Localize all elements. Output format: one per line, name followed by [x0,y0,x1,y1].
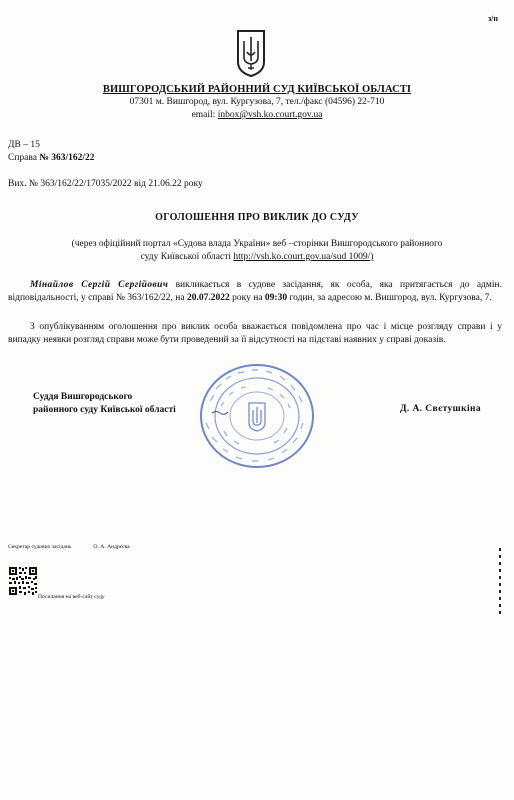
case-label: Справа [8,153,40,163]
portal-note-line2 [0,252,514,262]
case-number: № 363/162/22 [39,153,95,163]
scan-edge-mark [498,548,503,618]
qr-caption: Посилання на веб-сайт суду [38,594,105,600]
secretary-name: О. А. Андрєєва [93,544,130,550]
summons-text-a: викликається в судове засідання, як особа, яка притягається до адмін. відповідальності, у справі № 363/162/22, на [8,280,502,303]
secretary-label: Секретар судових засідань [8,544,72,550]
notice-title: ОГОЛОШЕННЯ ПРО ВИКЛИК ДО СУДУ [155,212,359,223]
email-link[interactable]: inbox@vsh.ko.court.gov.ua [217,110,323,120]
portal-note-text: суду Київської області [140,252,234,262]
court-address: 07301 м. Вишгород, вул. Кургузова, 7, тел./факс (04596) 22-710 [129,97,385,107]
trident-emblem-icon [235,28,267,78]
summons-paragraph [8,279,502,305]
judge-title-line2: районного суду Київської області [33,405,176,415]
person-name: Мінайлов Сергій Сергійович [30,280,169,290]
handwritten-signature [212,410,228,415]
judge-title [33,391,176,417]
notice-paragraph [8,321,502,347]
outgoing-number: Вих. № 363/162/22/17035/2022 від 21.06.22 року [8,179,203,189]
corner-mark: з/п [487,14,498,23]
hearing-date: 20.07.2022 [187,293,230,303]
portal-link[interactable]: http://vsh.ko.court.gov.ua/sud 1009/) [233,252,374,262]
court-seal-stamp [196,361,318,471]
hearing-time: 09:30 [264,293,288,303]
email-label: email: [191,110,218,120]
summons-text-c: годин, за адресою м. Вишгород, вул. Кургузова, 7. [287,293,492,303]
portal-note-line1: (через офіційний портал «Судова влада України» веб –сторінки Вишгородського районного [71,239,443,249]
notice-paragraph-text: З опублікуванням оголошення про виклик особа вважається повідомлена про час і місце розгляду справи і у випадку неявки розгляд справи може бути проведений за її відсутності на підставі наявних у справі доказів. [8,322,502,345]
court-email-line [0,110,514,120]
court-name: ВИШГОРОДСЬКИЙ РАЙОННИЙ СУД КИЇВСЬКОЇ ОБЛАСТІ [102,84,412,95]
judge-title-line1: Суддя Вишгородського [33,392,133,402]
secretary-line [8,544,130,550]
qr-code-icon[interactable] [8,566,38,596]
document-code: ДВ – 15 [8,140,40,150]
judge-name: Д. А. Свєтушкіна [400,404,482,414]
case-number-line [8,153,95,163]
summons-text-b: року на [229,293,265,303]
